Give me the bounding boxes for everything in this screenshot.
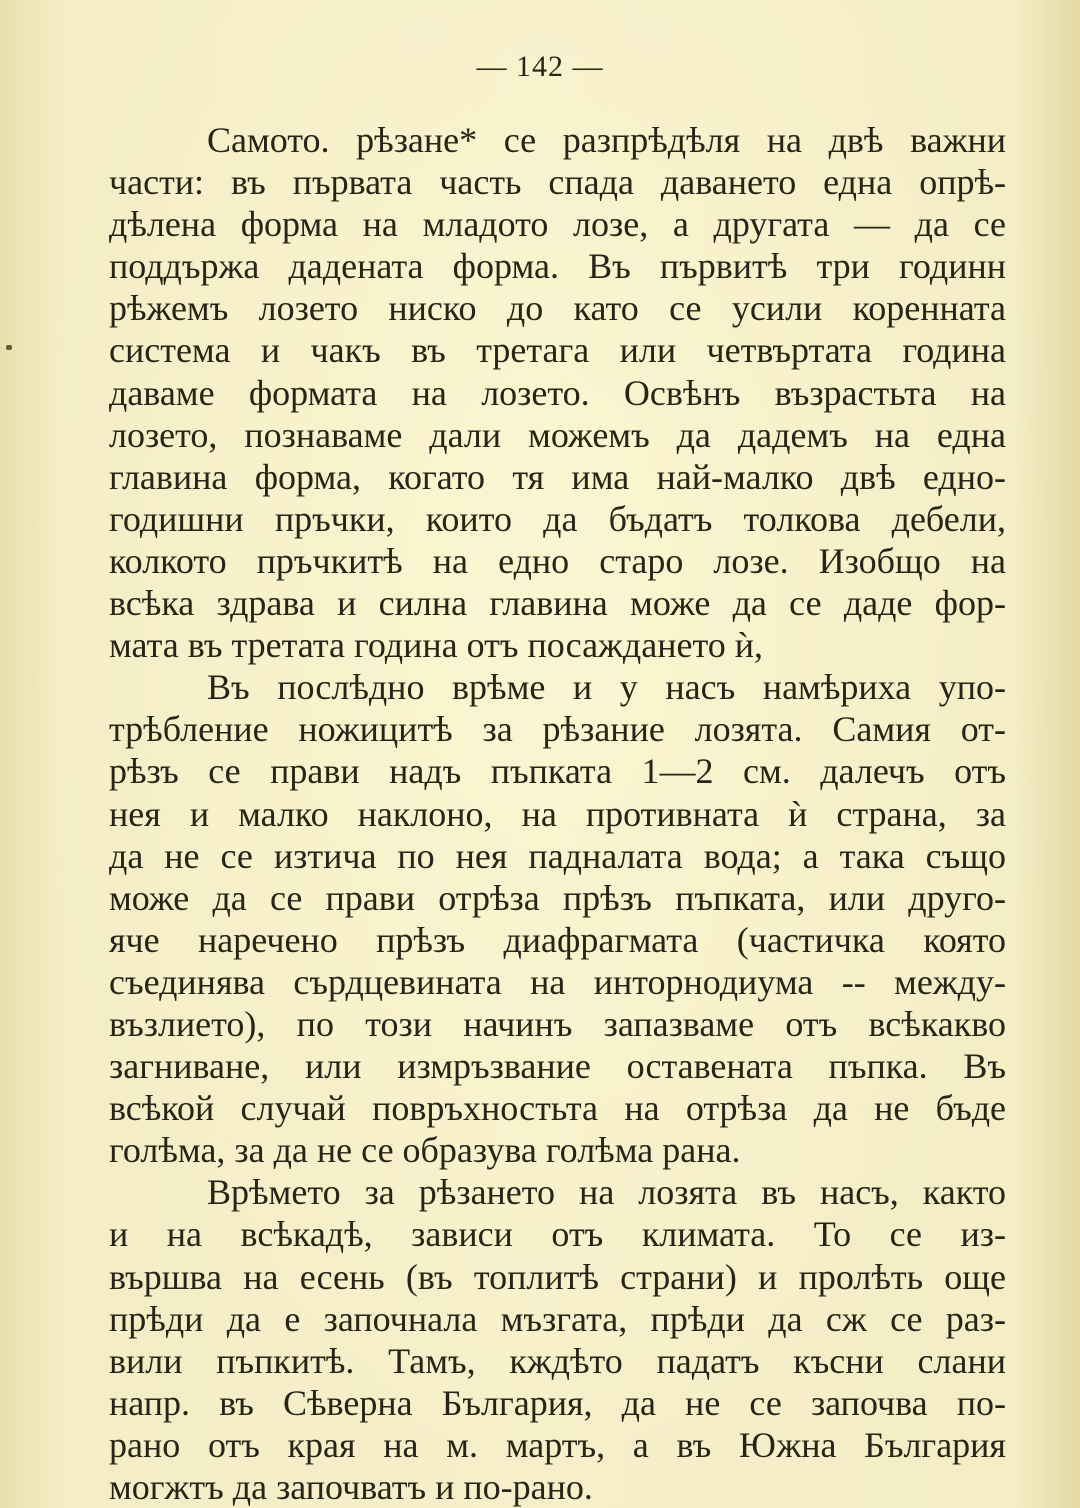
text-line: поддържа дадената форма. Въ първитѣ три годинн xyxy=(109,246,1006,287)
text-line: могжтъ да започватъ и по-рано. xyxy=(109,1467,593,1507)
text-line: и на всѣкадѣ, зависи отъ климата. То се из- xyxy=(109,1214,1006,1255)
text-line: дѣлена форма на младото лозе, а другата — да се xyxy=(109,204,1006,245)
text-line: колкото пръчкитѣ на едно старо лозе. Изобщо на xyxy=(109,540,1006,581)
text-line: вили пъпкитѣ. Тамъ, кждѣто падатъ късни слани xyxy=(109,1340,1006,1381)
text-line: голѣма, за да не се образува голѣма рана. xyxy=(109,1130,741,1171)
text-line: възлието), по този начинъ запазваме отъ всѣкакво xyxy=(109,1003,1006,1044)
text-line: прѣди да е започнала мъзгата, прѣди да сж се раз- xyxy=(109,1298,1006,1339)
page-number: — 142 — xyxy=(476,50,604,83)
text-line: нея и малко наклоно, на противната ѝ страна, за xyxy=(109,793,1006,834)
text-line: да не се изтича по нея падналата вода; а така също xyxy=(109,835,1006,876)
text-line: годишни пръчки, които да бъдатъ толкова дебели, xyxy=(109,498,1006,539)
text-line: яче наречено прѣзъ диафрагмата (частичка която xyxy=(109,919,1006,960)
edge-ink-mark xyxy=(6,345,12,350)
text-line: система и чакъ въ третага или четвъртата година xyxy=(109,330,1006,371)
text-line: всѣкой случай повръхностьта на отрѣза да не бъде xyxy=(109,1088,1006,1129)
text-line: рѣжемъ лозето ниско до като се усили коренната xyxy=(109,288,1006,329)
text-line: трѣбление ножицитѣ за рѣзание лозята. Самия от- xyxy=(109,709,1006,750)
text-line: може да се прави отрѣза прѣзъ пъпката, или друго- xyxy=(109,877,1006,918)
text-line: напр. въ Сѣверна България, да не се започва по- xyxy=(109,1382,1006,1423)
text-line: мата въ третата година отъ посаждането ѝ, xyxy=(109,625,763,666)
text-line: Самото. рѣзане* се разпрѣдѣля на двѣ важни xyxy=(207,120,1006,160)
text-line: вършва на есень (въ топлитѣ страни) и пролѣть още xyxy=(109,1256,1006,1297)
text-line: загниване, или измръзвание оставената пъпка. Въ xyxy=(109,1046,1006,1087)
body-text xyxy=(109,119,1006,1508)
text-line: части: въ първата часть спада даването една опрѣ- xyxy=(109,162,1006,203)
text-line: лозето, познаваме дали можемъ да дадемъ на една xyxy=(109,414,1006,455)
paragraph-2 xyxy=(109,666,1006,1171)
text-line: главина форма, когато тя има най-малко двѣ едно- xyxy=(109,456,1006,497)
text-line: съединява сърдцевината на инторнодиума -- между- xyxy=(109,961,1006,1002)
text-line: даваме формата на лозето. Освѣнъ възрастьта на xyxy=(109,372,1006,413)
paragraph-1 xyxy=(109,119,1006,666)
text-line: рано отъ края на м. мартъ, а въ Южна България xyxy=(109,1424,1006,1465)
text-line: Въ послѣдно врѣме и у насъ намѣриха упо- xyxy=(207,667,1006,708)
paragraph-3 xyxy=(109,1171,1006,1508)
text-line: Врѣмето за рѣзането на лозята въ насъ, както xyxy=(207,1172,1006,1213)
text-line: рѣзъ се прави надъ пъпката 1—2 см. далечъ отъ xyxy=(109,751,1006,792)
text-line: всѣка здрава и силна главина може да се даде фор- xyxy=(109,583,1006,624)
